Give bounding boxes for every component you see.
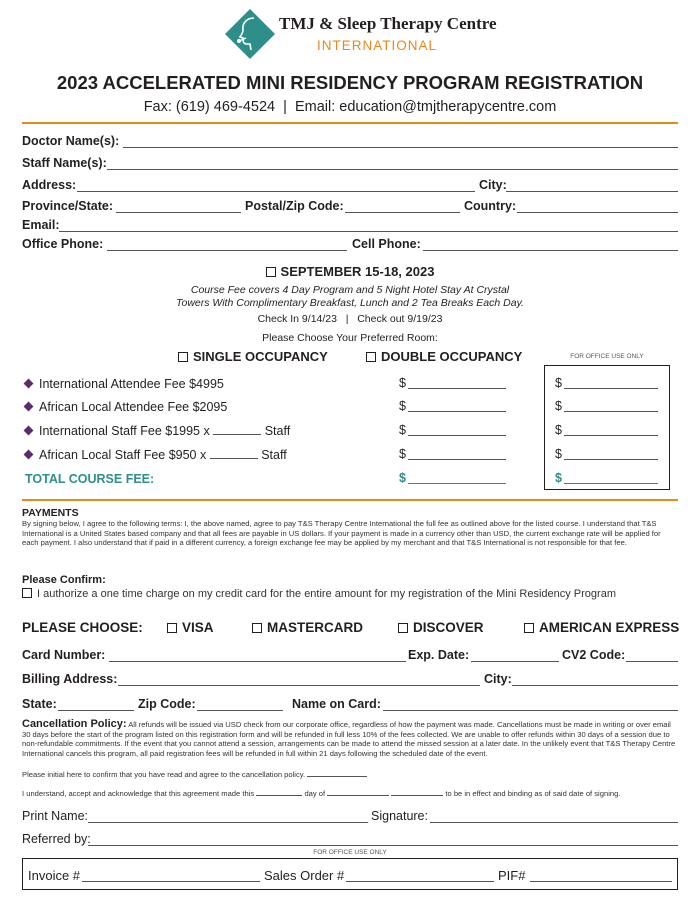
- single-occupancy-label: SINGLE OCCUPANCY: [193, 349, 328, 364]
- amex-checkbox[interactable]: [524, 623, 534, 633]
- office-use-footer-label: FOR OFFICE USE ONLY: [313, 849, 387, 856]
- billing-city-label: City:: [484, 672, 512, 686]
- office-use-box: [544, 365, 670, 490]
- cv2-label: CV2 Code:: [562, 648, 626, 662]
- amount-input[interactable]: [408, 411, 506, 412]
- visa-option[interactable]: [167, 620, 214, 635]
- single-occupancy-checkbox[interactable]: [178, 352, 188, 362]
- dollar-sign: $: [399, 447, 406, 461]
- authorize-text: I authorize a one time charge on my credit card for the entire amount for my registration of the Mini Residency Program: [37, 588, 616, 600]
- agreement-day-input[interactable]: [256, 788, 302, 796]
- diamond-bullet-icon: [24, 450, 34, 460]
- please-choose-label: PLEASE CHOOSE:: [22, 620, 143, 635]
- staff-suffix: Staff: [264, 424, 291, 438]
- diamond-bullet-icon: [24, 402, 34, 412]
- email-label: Email:: [22, 218, 60, 232]
- office-phone-input[interactable]: [107, 250, 347, 251]
- discover-label: DISCOVER: [413, 620, 484, 635]
- payments-heading: PAYMENTS: [22, 507, 79, 519]
- fee-label: International Staff Fee $1995 x: [39, 424, 210, 438]
- province-label: Province/State:: [22, 199, 114, 213]
- pif-label: PIF#: [498, 868, 526, 883]
- initial-confirm-text: [22, 769, 367, 780]
- office-use-label: FOR OFFICE USE ONLY: [570, 353, 644, 360]
- mastercard-option[interactable]: [252, 620, 363, 635]
- total-course-fee-label: TOTAL COURSE FEE:: [25, 472, 155, 486]
- billing-address-label: Billing Address:: [22, 672, 118, 686]
- name-on-card-input[interactable]: [383, 710, 678, 711]
- staff-count-input[interactable]: [213, 425, 261, 435]
- country-label: Country:: [464, 199, 517, 213]
- dollar-sign: $: [555, 376, 562, 390]
- discover-checkbox[interactable]: [398, 623, 408, 633]
- billing-city-input[interactable]: [512, 685, 678, 686]
- double-occupancy-label: DOUBLE OCCUPANCY: [381, 349, 523, 364]
- referred-by-label: Referred by:: [22, 832, 91, 846]
- total-amount-input[interactable]: [408, 483, 506, 484]
- brand-name: TMJ & Sleep Therapy Centre: [279, 14, 497, 33]
- cell-phone-input[interactable]: [423, 250, 678, 251]
- dollar-sign: $: [555, 399, 562, 413]
- fee-label: African Local Attendee Fee $2095: [39, 400, 228, 414]
- city-input[interactable]: [506, 191, 678, 192]
- office-total-input[interactable]: [564, 483, 658, 484]
- print-name-label: Print Name:: [22, 809, 88, 823]
- session-desc-line-2: Towers With Complimentary Breakfast, Lunch and 2 Tea Breaks Each Day.: [176, 297, 524, 309]
- staff-label: Staff Name(s):: [22, 156, 107, 170]
- dollar-sign: $: [399, 399, 406, 413]
- card-number-input[interactable]: [109, 661, 406, 662]
- page-title: 2023 ACCELERATED MINI RESIDENCY PROGRAM REGISTRATION: [56, 72, 644, 93]
- amount-input[interactable]: [408, 435, 506, 436]
- fee-row: [25, 377, 224, 391]
- city-label: City:: [479, 178, 507, 192]
- fee-row: [25, 400, 227, 414]
- staff-suffix: Staff: [261, 448, 287, 462]
- name-on-card-label: Name on Card:: [292, 697, 381, 711]
- confirm-heading: Please Confirm:: [22, 574, 106, 586]
- doctor-input[interactable]: [123, 147, 678, 148]
- print-name-input[interactable]: [88, 822, 368, 823]
- orange-divider: [22, 122, 678, 124]
- double-occupancy-option[interactable]: [366, 349, 522, 364]
- double-occupancy-checkbox[interactable]: [366, 352, 376, 362]
- brand-sub: INTERNATIONAL: [317, 38, 438, 53]
- signature-input[interactable]: [430, 822, 678, 823]
- choose-room-label: Please Choose Your Preferred Room:: [262, 332, 438, 344]
- fee-row: [25, 448, 287, 462]
- referred-by-input[interactable]: [88, 845, 678, 846]
- email-input[interactable]: [59, 231, 678, 232]
- session-checkbox[interactable]: [266, 267, 276, 277]
- postal-label: Postal/Zip Code:: [245, 199, 344, 213]
- check-in-out: Check In 9/14/23 | Check out 9/19/23: [257, 313, 443, 325]
- country-input[interactable]: [517, 212, 678, 213]
- signature-label: Signature:: [371, 809, 428, 823]
- logo-head-icon: [224, 8, 276, 60]
- office-amount-input[interactable]: [564, 388, 658, 389]
- amount-input[interactable]: [408, 459, 506, 460]
- office-amount-input[interactable]: [564, 459, 658, 460]
- agreement-text-b: day of: [304, 789, 326, 798]
- session-date-option[interactable]: [0, 264, 700, 279]
- office-amount-input[interactable]: [564, 435, 658, 436]
- address-label: Address:: [22, 178, 77, 192]
- sales-order-label: Sales Order #: [264, 868, 345, 883]
- sales-order-input[interactable]: [346, 881, 494, 882]
- amex-option[interactable]: [524, 620, 679, 635]
- authorize-checkbox[interactable]: [22, 588, 32, 598]
- agreement-text-c: to be in effect and binding as of said date of signing.: [445, 789, 621, 798]
- cancellation-policy: [22, 720, 678, 758]
- contact-line: Fax: (619) 469-4524 | Email: education@tmjtherapycentre.com: [143, 99, 557, 115]
- staff-input[interactable]: [107, 169, 678, 170]
- pif-input[interactable]: [530, 881, 672, 882]
- billing-address-input[interactable]: [118, 685, 480, 686]
- initial-input[interactable]: [307, 769, 367, 777]
- office-amount-input[interactable]: [564, 411, 658, 412]
- discover-option[interactable]: [398, 620, 484, 635]
- session-desc-line-1: Course Fee covers 4 Day Program and 5 Night Hotel Stay At Crystal: [190, 284, 510, 296]
- exp-date-input[interactable]: [471, 661, 559, 662]
- fee-label: African Local Staff Fee $950 x: [39, 448, 207, 462]
- zip-input[interactable]: [197, 710, 283, 711]
- payments-text: By signing below, I agree to the following terms: I, the above named, agree to pay T&S Therapy Centre International the full fee as outlined above for the listed course. I understand that T&S International is a United States based company and that all fees are payable in US dollars. If your payment is made in a currency other than USD, the current exchange rate will be applied for each payment. I also understand that if paid in a different currency, a foreign exchange fee may be applied by my merchant and that T&S International is not responsible for that fee.: [22, 519, 661, 548]
- dollar-sign: $: [399, 423, 406, 437]
- logo: [224, 8, 497, 60]
- agreement-year-input[interactable]: [391, 788, 443, 796]
- zip-label: Zip Code:: [138, 697, 196, 711]
- session-description: [0, 284, 700, 310]
- cancellation-text: All refunds will be issued via USD check from our corporate office, regardless of how the payment was made. Cancellations must be made in writing or over email 30 days before the start of the program listed on this registration form and will be refunded in full less 10% of the fees collected. We are unable to offer refunds within 30 days of a session due to non-refundable commitments. If the event that you cannot attend a session, arrangements can be made to attend the missed session at a later date. In the unlikely event that T&S Therapy Centre International cancels this program, all paid registration fees will be refunded in full within 21 days following the scheduled date of the event.: [22, 720, 676, 758]
- dollar-sign: $: [399, 376, 406, 390]
- agreement-text-a: I understand, accept and acknowledge that this agreement made this: [22, 789, 255, 798]
- diamond-bullet-icon: [24, 426, 34, 436]
- office-phone-label: Office Phone:: [22, 237, 104, 251]
- postal-input[interactable]: [345, 212, 460, 213]
- province-input[interactable]: [116, 212, 241, 213]
- cancellation-heading: Cancellation Policy:: [22, 718, 127, 730]
- initial-confirm-label: Please initial here to confirm that you have read and agree to the cancellation policy.: [22, 770, 306, 779]
- fee-label: International Attendee Fee $4995: [39, 377, 224, 391]
- session-date-label: SEPTEMBER 15-18, 2023: [280, 264, 435, 279]
- office-use-footer-box: [22, 858, 678, 890]
- invoice-input[interactable]: [82, 881, 260, 882]
- amex-label: AMERICAN EXPRESS: [539, 620, 680, 635]
- visa-label: VISA: [182, 620, 214, 635]
- visa-checkbox[interactable]: [167, 623, 177, 633]
- cv2-input[interactable]: [626, 661, 678, 662]
- state-label: State:: [22, 697, 57, 711]
- dollar-sign: $: [399, 471, 406, 485]
- staff-count-input[interactable]: [210, 449, 258, 459]
- agreement-line: [22, 788, 678, 799]
- authorize-option[interactable]: [22, 588, 616, 600]
- address-input[interactable]: [77, 191, 475, 192]
- amount-input[interactable]: [408, 388, 506, 389]
- invoice-label: Invoice #: [28, 868, 81, 883]
- mastercard-checkbox[interactable]: [252, 623, 262, 633]
- fee-row: [25, 424, 290, 438]
- orange-divider: [22, 499, 678, 501]
- mastercard-label: MASTERCARD: [267, 620, 363, 635]
- state-input[interactable]: [58, 710, 134, 711]
- dollar-sign: $: [555, 447, 562, 461]
- dollar-sign: $: [555, 423, 562, 437]
- doctor-label: Doctor Name(s):: [22, 134, 120, 148]
- agreement-month-input[interactable]: [327, 788, 389, 796]
- cell-phone-label: Cell Phone:: [352, 237, 421, 251]
- dollar-sign: $: [555, 471, 562, 485]
- card-number-label: Card Number:: [22, 648, 106, 662]
- exp-date-label: Exp. Date:: [408, 648, 470, 662]
- diamond-bullet-icon: [24, 379, 34, 389]
- single-occupancy-option[interactable]: [178, 349, 328, 364]
